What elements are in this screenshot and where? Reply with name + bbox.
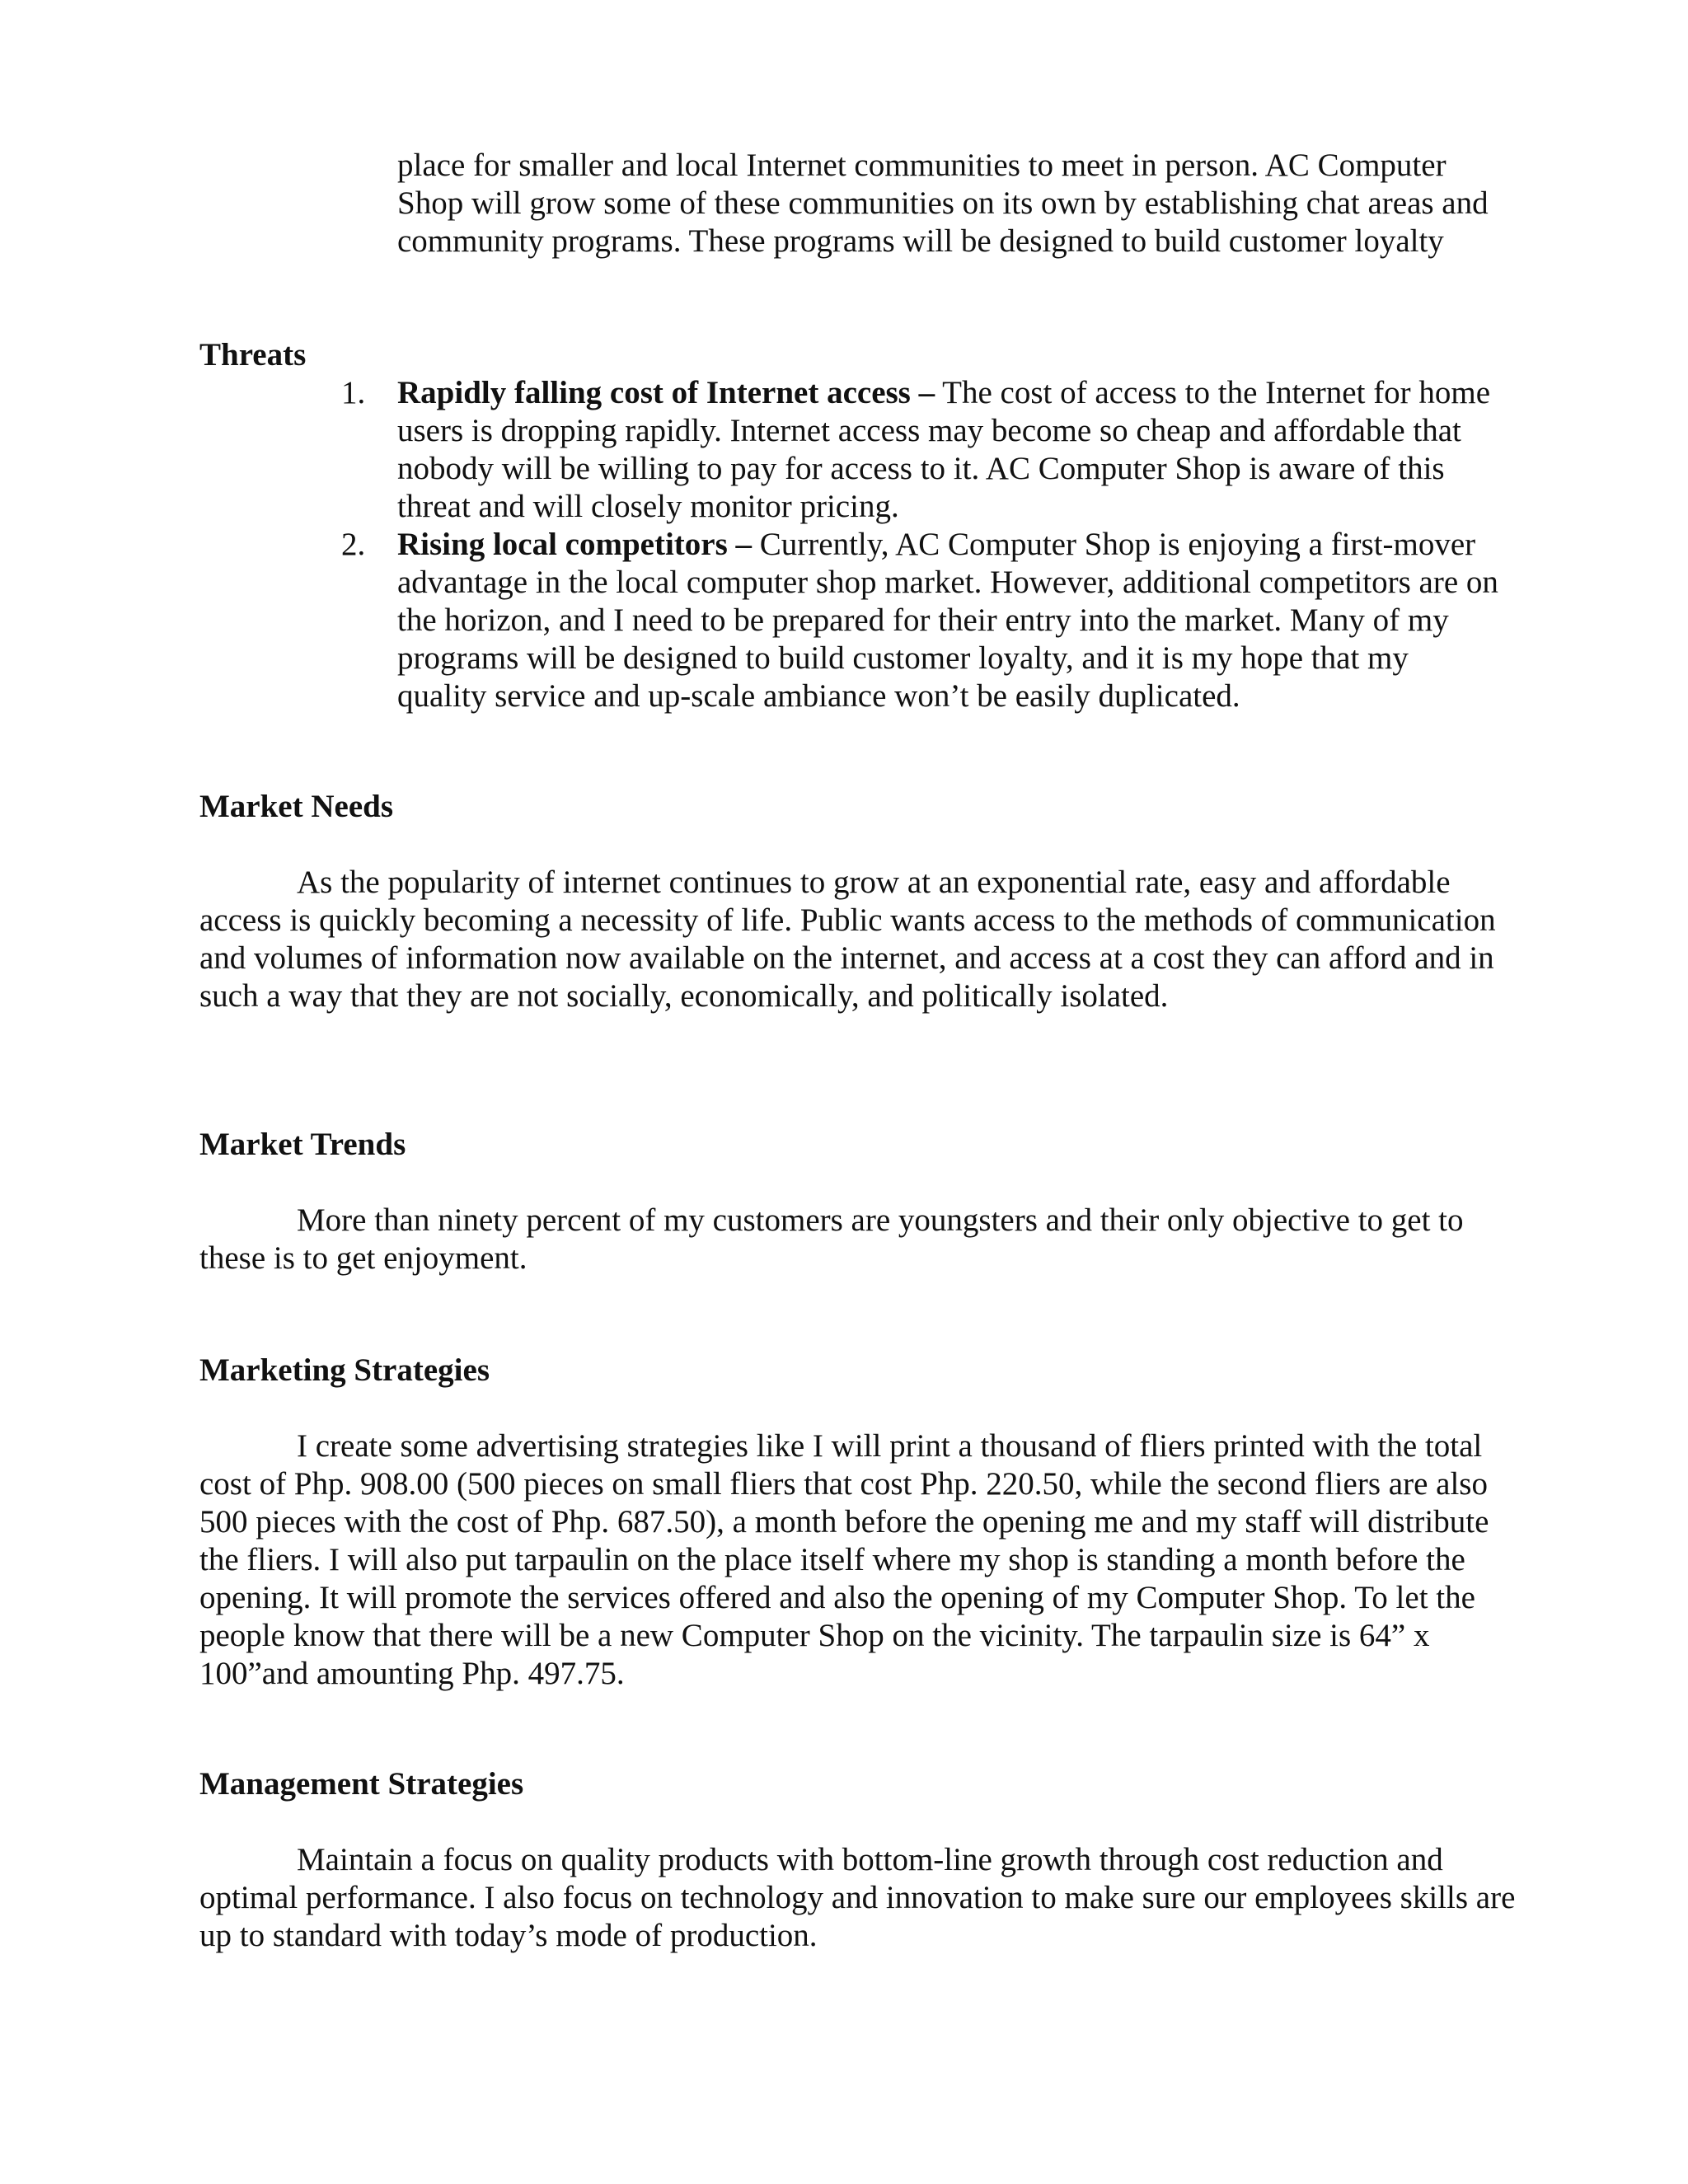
threats-list (341, 374, 1502, 715)
market-trends-heading: Market Trends (199, 1127, 406, 1162)
management-strategies-heading: Management Strategies (199, 1766, 524, 1802)
threat-item-2-number: 2. (341, 527, 366, 562)
threat-item-2-lead: Rising local competitors – (397, 527, 753, 562)
threat-item-1-text: The cost of access to the Internet for home users is dropping rapidly. Internet access may become so cheap and affordable that nobody will be willing to pay for access to it. AC Computer Shop is aware of this threat and will closely monitor pricing. (397, 375, 1491, 524)
threat-item-2-text: Currently, AC Computer Shop is enjoying a first-mover advantage in the local computer shop market. However, additional competitors are on the horizon, and I need to be prepared for their entry into the market. Many of my programs will be designed to build customer loyalty, and it is my hope that my quality service and up-scale ambiance won’t be easily duplicated. (397, 527, 1498, 714)
threat-item-2 (341, 526, 1502, 715)
market-needs-paragraph: As the popularity of internet continues to grow at an exponential rate, easy and affordable access is quickly becoming a necessity of life. Public wants access to the methods of communication and volumes of information now available on the internet, and access at a cost they can afford and in such a way that they are not socially, economically, and politically isolated. (199, 865, 1496, 1014)
market-trends-paragraph: More than ninety percent of my customers are youngsters and their only objective to get to these is to get enjoyment. (199, 1202, 1464, 1276)
marketing-strategies-paragraph: I create some advertising strategies like I will print a thousand of fliers printed with the total cost of Php. 908.00 (500 pieces on small fliers that cost Php. 220.50, while the second fliers are also 500 pieces with the cost of Php. 687.50), a month before the opening me and my staff will distribute the fliers. I will also put tarpaulin on the place itself where my shop is standing a month before the opening. It will promote the services offered and also the opening of my Computer Shop. To let the people know that there will be a new Computer Shop on the vicinity. The tarpaulin size is 64” x 100”and amounting Php. 497.75. (199, 1428, 1489, 1691)
marketing-strategies-heading: Marketing Strategies (199, 1352, 490, 1388)
threat-item-1-lead: Rapidly falling cost of Internet access – (397, 375, 935, 410)
continuation-paragraph: place for smaller and local Internet communities to meet in person. AC Computer Shop will grow some of these communities on its own by establishing chat areas and community programs. These programs will be designed to build customer loyalty (397, 148, 1489, 259)
threats-heading: Threats (199, 337, 307, 373)
market-needs-heading: Market Needs (199, 789, 394, 824)
threat-item-1-number: 1. (341, 375, 366, 410)
management-strategies-paragraph: Maintain a focus on quality products with bottom-line growth through cost reduction and optimal performance. I also focus on technology and innovation to make sure our employees skills are up to standard with today’s mode of production. (199, 1842, 1516, 1953)
threat-item-1 (341, 374, 1502, 526)
